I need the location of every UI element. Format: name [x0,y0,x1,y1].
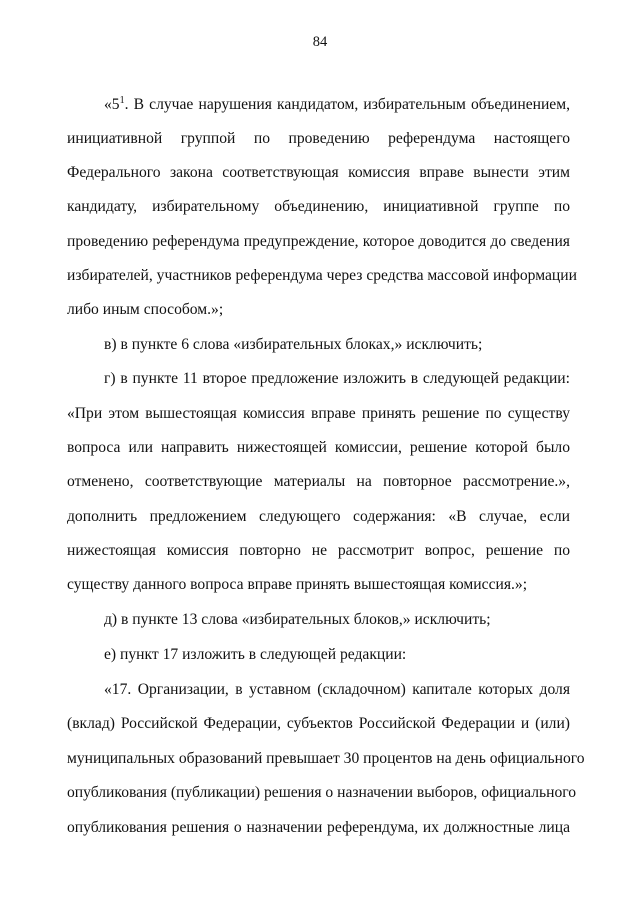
paragraph-line: д) в пункте 13 слова «избирательных блоков,» исключить; [104,611,491,628]
paragraph-line: (вклад) Российской Федерации, субъектов Российской Федерации и (или) [67,715,570,732]
paragraph-line: отменено, соответствующие материалы на повторное рассмотрение.», [67,473,570,490]
quote-open-number: «5 [104,96,120,113]
paragraph-line: кандидату, избирательному объединению, инициативной группе по [67,198,570,215]
paragraph-line: в) в пункте 6 слова «избирательных блоках,» исключить; [104,336,483,353]
paragraph-line: либо иным способом.»; [67,301,224,318]
line-text: . В случае нарушения кандидатом, избирательным объединением, [124,96,570,113]
paragraph-line: е) пункт 17 изложить в следующей редакции: [104,646,407,663]
paragraph-line: «При этом вышестоящая комиссия вправе принять решение по существу [67,405,570,422]
paragraph-line: «17. Организации, в уставном (складочном) капитале которых доля [104,681,570,698]
paragraph-line: муниципальных образований превышает 30 процентов на день официального [67,750,585,767]
paragraph-line: опубликования (публикации) решения о назначении выборов, официального [67,784,577,801]
paragraph-line: нижестоящая комиссия повторно не рассмотрит вопрос, решение по [67,542,570,559]
superscript: 1 [119,95,125,106]
paragraph-line: инициативной группой по проведению референдума настоящего [67,130,570,147]
paragraph-line: дополнить предложением следующего содержания: «В случае, если [67,508,570,525]
paragraph-line: избирателей, участников референдума через средства массовой информации [67,267,577,284]
paragraph-line: вопроса или направить нижестоящей комиссии, решение которой было [67,439,570,456]
paragraph-line: существу данного вопроса вправе принять вышестоящая комиссия.»; [67,576,528,593]
paragraph-line [104,95,570,115]
page-number: 84 [312,34,328,50]
paragraph-line: Федерального закона соответствующая комиссия вправе вынести этим [67,164,570,181]
paragraph-line: проведению референдума предупреждение, которое доводится до сведения [67,233,570,250]
paragraph-line: г) в пункте 11 второе предложение изложить в следующей редакции: [104,370,570,387]
paragraph-line: опубликования решения о назначении референдума, их должностные лица [67,819,570,836]
